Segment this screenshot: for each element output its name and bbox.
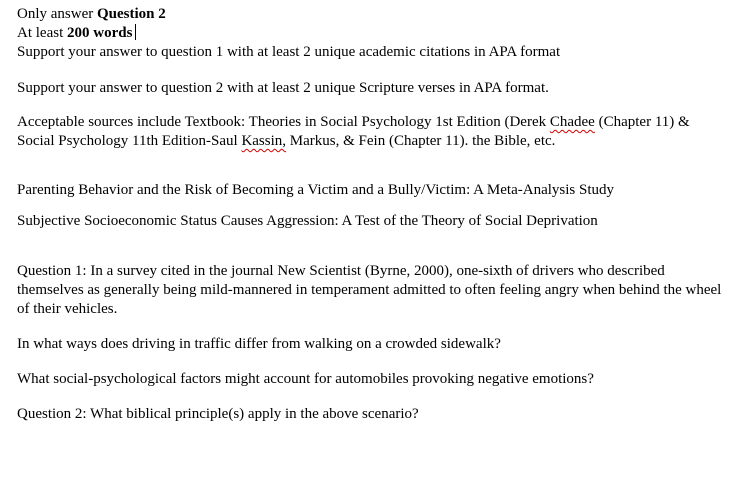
question-1-scenario: Question 1: In a survey cited in the journal New Scientist (Byrne, 2000), one-sixth of drivers who described themselves as generally being mild-mannered in temperament admitted to often feeling angry when behind the wheel of their vehicles.	[17, 263, 722, 317]
q2-support-instruction: Support your answer to question 2 with at least 2 unique Scripture verses in APA format.	[17, 80, 549, 96]
sources-text-2: (Chapter 11) & Social Psychology 11th Edition-Saul	[17, 114, 690, 149]
document-body[interactable]	[17, 5, 722, 424]
reference-title-2: Subjective Socioeconomic Status Causes Aggression: A Test of the Theory of Social Deprivation	[17, 213, 598, 229]
spelling-flag-chadee[interactable]: Chadee	[549, 114, 595, 130]
word-count-line	[17, 24, 722, 43]
question-1-part-a: In what ways does driving in traffic differ from walking on a crowded sidewalk?	[17, 336, 501, 352]
q1-support-instruction: Support your answer to question 1 with at least 2 unique academic citations in APA format	[17, 44, 561, 60]
word-count-value: 200 words	[67, 25, 133, 41]
question-2: Question 2: What biblical principle(s) apply in the above scenario?	[17, 406, 419, 422]
sources-text-1: Acceptable sources include Textbook: Theories in Social Psychology 1st Edition (Derek	[17, 114, 550, 130]
answer-scope-line	[17, 5, 722, 24]
answer-scope-question: Question 2	[96, 6, 166, 22]
word-count-prefix: At least	[17, 25, 67, 41]
answer-scope-prefix: Only answer	[17, 6, 97, 22]
reference-title-1: Parenting Behavior and the Risk of Becoming a Victim and a Bully/Victim: A Meta-Analysis Study	[17, 182, 615, 198]
acceptable-sources	[17, 113, 722, 151]
question-1-part-b: What social-psychological factors might account for automobiles provoking negative emotions?	[17, 371, 594, 387]
spelling-flag-kassin[interactable]: Kassin,	[241, 133, 287, 149]
sources-text-3: Markus, & Fein (Chapter 11). the Bible, etc.	[286, 133, 556, 149]
text-cursor	[135, 24, 136, 40]
